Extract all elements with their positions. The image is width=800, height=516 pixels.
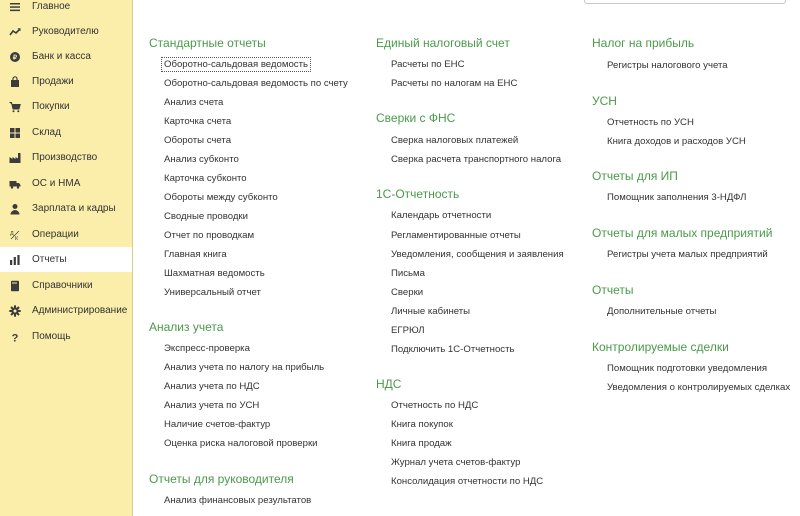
report-link[interactable]: Уведомления, сообщения и заявления [391,249,564,260]
section-title: Налог на прибыль [592,36,695,50]
svg-text:₽: ₽ [12,53,18,61]
section-title: Сверки с ФНС [376,111,456,125]
sidebar-item[interactable] [0,94,132,119]
trend-icon [9,26,21,38]
report-link[interactable]: Календарь отчетности [391,210,492,221]
report-link[interactable]: Книга доходов и расходов УСН [607,136,746,147]
report-link[interactable]: Сверка налоговых платежей [391,135,519,146]
report-link[interactable]: Подключить 1С-Отчетность [391,344,515,355]
report-link[interactable]: Обороты счета [164,135,232,146]
report-link[interactable]: Карточка счета [164,116,232,127]
report-link[interactable]: Анализ учета по НДС [164,381,260,392]
sidebar-item-label: Зарплата и кадры [32,203,116,214]
bar-chart-icon [9,254,21,266]
menu-icon [9,1,21,13]
section-title: Единый налоговый счет [376,36,510,50]
section-title: Контролируемые сделки [592,340,729,354]
sidebar-item[interactable] [0,273,132,298]
sidebar-item-label: Администрирование [32,305,128,316]
report-link[interactable]: Сверка расчета транспортного налога [391,154,562,165]
book-icon [9,280,21,292]
help-icon [9,331,21,343]
sidebar-item[interactable] [0,247,132,272]
report-link[interactable]: ЕГРЮЛ [391,325,425,336]
cart-icon [9,101,21,113]
report-link[interactable]: Шахматная ведомость [164,268,265,279]
section-title: Стандартные отчеты [149,36,266,50]
sidebar-item[interactable] [0,19,132,44]
sidebar-item[interactable] [0,0,132,19]
report-link[interactable]: Книга покупок [391,419,453,430]
truck-icon [9,178,21,190]
report-link[interactable]: Помощник заполнения 3-НДФЛ [607,192,747,203]
report-link[interactable]: Отчет по проводкам [164,230,255,241]
sidebar [0,0,133,516]
sidebar-item-label: Руководителю [32,26,99,37]
sidebar-item[interactable] [0,69,132,94]
sidebar-item[interactable] [0,171,132,196]
section-title: Отчеты для руководителя [149,472,294,486]
report-link[interactable]: Анализ субконто [164,154,239,165]
svg-text:К: К [15,235,19,241]
sidebar-item-label: Продажи [32,76,74,87]
sidebar-item-label: Склад [32,127,61,138]
sidebar-item[interactable] [0,222,132,247]
gear-icon [9,305,21,317]
sidebar-item-label: Помощь [32,331,71,342]
report-link[interactable]: Расчеты по налогам на ЕНС [391,78,518,89]
section-title: Отчеты для ИП [592,169,678,183]
sidebar-item-label: Главное [32,1,71,12]
report-link[interactable]: Письма [391,268,425,279]
person-icon [9,203,21,215]
sidebar-item-label: ОС и НМА [32,178,81,189]
report-link[interactable]: Главная книга [164,249,227,260]
sidebar-item-label: Отчеты [32,254,67,265]
report-link[interactable]: Анализ финансовых результатов [164,495,312,506]
report-link[interactable]: Книга продаж [391,438,452,449]
report-link[interactable]: Личные кабинеты [391,306,471,317]
factory-icon [9,152,21,164]
report-link[interactable]: Журнал учета счетов-фактур [391,457,521,468]
report-link[interactable]: Универсальный отчет [164,287,261,298]
report-link[interactable]: Регистры учета малых предприятий [607,249,768,260]
report-link[interactable]: Регламентированные отчеты [391,230,521,241]
report-link[interactable]: Анализ счета [164,97,224,108]
sidebar-item[interactable] [0,120,132,145]
section-title: УСН [592,94,617,108]
report-link[interactable]: Анализ учета по УСН [164,400,260,411]
operations-icon [9,229,21,241]
report-link[interactable]: Карточка субконто [164,173,247,184]
search-input[interactable] [584,0,786,4]
section-title: НДС [376,377,402,391]
section-title: Анализ учета [149,320,224,334]
sidebar-item-label: Справочники [32,280,93,291]
svg-text:Д: Д [10,230,14,237]
report-link[interactable]: Регистры налогового учета [607,60,728,71]
sidebar-item-label: Покупки [32,101,70,112]
section-title: Отчеты [592,283,634,297]
report-link[interactable]: Анализ учета по налогу на прибыль [164,362,325,373]
report-link[interactable]: Оценка риска налоговой проверки [164,438,318,449]
sidebar-item[interactable] [0,324,132,349]
report-link[interactable]: Помощник подготовки уведомления [607,363,768,374]
report-link[interactable]: Уведомления о контролируемых сделках [607,382,791,393]
coin-icon [9,51,21,63]
sidebar-item-label: Банк и касса [32,51,91,62]
report-link[interactable]: Дополнительные отчеты [607,306,717,317]
svg-text:?: ? [11,332,19,343]
sidebar-item-label: Производство [32,152,98,163]
sidebar-item[interactable] [0,145,132,170]
report-link[interactable]: Обороты между субконто [164,192,278,203]
report-link[interactable]: Отчетность по НДС [391,400,479,411]
report-link[interactable]: Консолидация отчетности по НДС [391,476,544,487]
report-link[interactable]: Оборотно-сальдовая ведомость [164,59,308,70]
report-link[interactable]: Экспресс-проверка [164,343,250,354]
sidebar-item[interactable] [0,196,132,221]
report-link[interactable]: Сверки [391,287,424,298]
sidebar-item[interactable] [0,44,132,69]
section-title: 1С-Отчетность [376,187,460,201]
report-link[interactable]: Сводные проводки [164,211,248,222]
report-link[interactable]: Расчеты по ЕНС [391,59,465,70]
section-title: Отчеты для малых предприятий [592,226,773,240]
report-link[interactable]: Оборотно-сальдовая ведомость по счету [164,78,348,89]
bag-icon [9,76,21,88]
report-link[interactable]: Отчетность по УСН [607,117,694,128]
report-link[interactable]: Наличие счетов-фактур [164,419,271,430]
warehouse-icon [9,127,21,139]
sidebar-item[interactable] [0,298,132,323]
sidebar-item-label: Операции [32,229,79,240]
